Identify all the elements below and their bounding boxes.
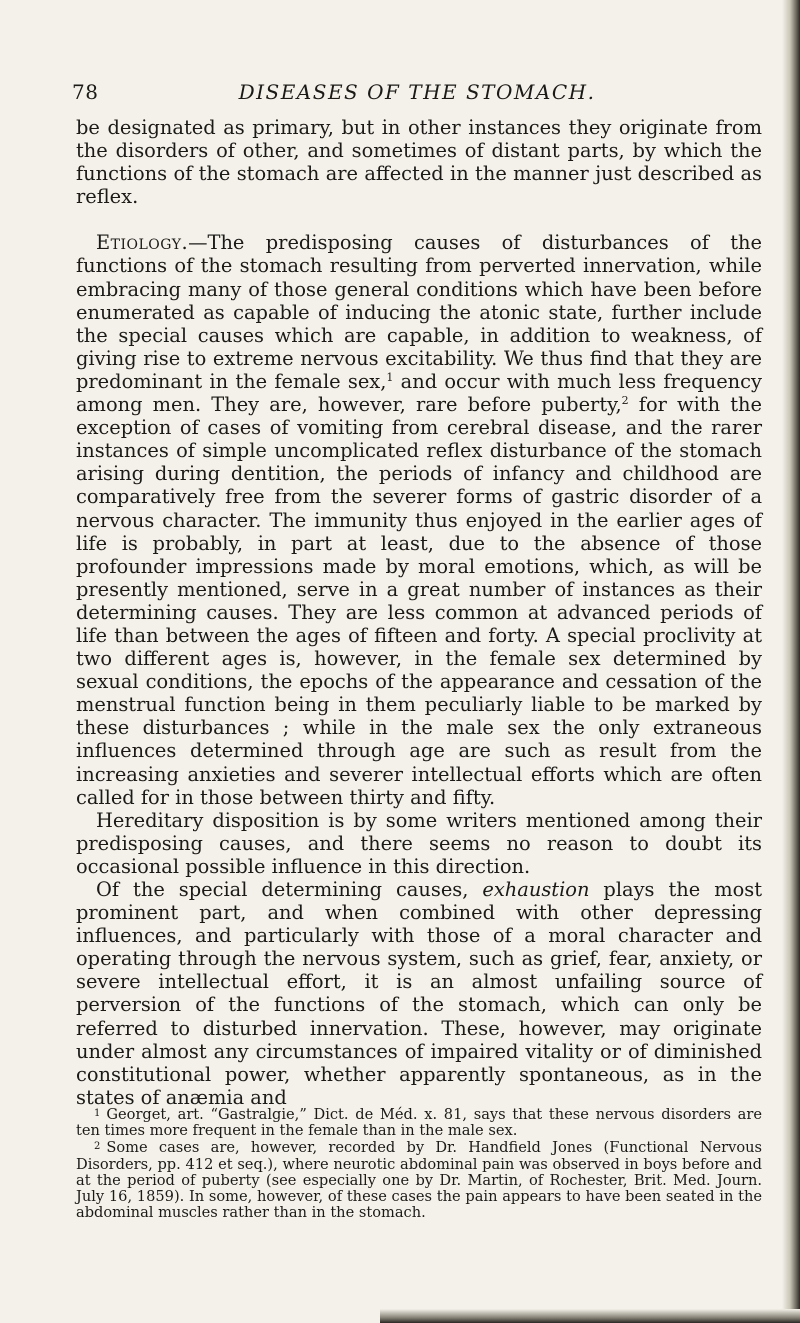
page-header: [72, 80, 762, 110]
footnote-2: [76, 1139, 762, 1221]
paragraph-determining-causes: [76, 878, 762, 1109]
footnotes: [76, 1106, 762, 1221]
footnote-mark: 2: [94, 1141, 101, 1153]
paragraph-hereditary: Hereditary disposition is by some writers mentioned among their predisposing causes, and there seems no reason to doubt its occasional possible influence in this direction.: [76, 808, 762, 878]
paragraph-text: for with the exception of cases of vomiting from cerebral disease, and the rarer instances of simple uncomplicated reflex disturbance of the stomach arising during dentition, the periods of infancy and childhood are comparatively free from the severer forms of gastric disorder of a nervous character. The immunity thus enjoyed in the earlier ages of life is probably, in part at least, due to the absence of those profounder impressions made by moral emotions, which, as will be presently mentioned, serve in a great number of instances as their determining causes. They are less common at advanced periods of life than between the ages of fifteen and forty. A special proclivity at two different ages is, however, in the female sex determined by sexual conditions, the epochs of the appearance and cessation of the menstrual function being in them peculiarly liable to be marked by these disturbances ; while in the male sex the only extraneous influences determined through age are such as result from the increasing anxieties and severer intellectual efforts which are often called for in those between thirty and fifty.: [76, 393, 763, 809]
emphasis-exhaustion: exhaustion: [482, 878, 590, 901]
page-edge-shadow: [782, 0, 800, 1323]
page-number: 78: [72, 80, 99, 104]
footnote-text: Georget, art. “Gastralgie,” Dict. de Méd. x. 81, says that these nervous disorders are ten times more frequent in the female than in the male sex.: [76, 1106, 762, 1140]
paragraph-text: Of the special determining causes,: [96, 878, 483, 901]
paragraph-text: plays the most prominent part, and when combined with other depressing influences, and particularly with those of a moral character and operating through the nervous system, such as grief, fear, anxiety, or severe intellectual effort, it is an almost unfailing source of perversion of the functions of the stomach, which can only be referred to disturbed innervation. These, however, may originate under almost any circumstances of impaired vitality or of diminished constitutional power, whether apparently spontaneous, as in the states of anæmia and: [76, 878, 762, 1109]
section-heading-etiology: Etiology.: [96, 231, 189, 255]
paragraph-continuation: be designated as primary, but in other instances they originate from the disorders of other, and sometimes of distant parts, by which the functions of the stomach are affected in the manner just described as reflex.: [76, 116, 762, 209]
paragraph-text: and occur with much less frequency among men. They are, however, rare before puberty,: [76, 369, 762, 417]
footnote-ref-1[interactable]: 1: [386, 370, 394, 384]
footnote-mark: 1: [94, 1108, 101, 1119]
main-text: [76, 116, 762, 1109]
paragraph-text: —The predisposing causes of disturbances of the functions of the stomach resulting from perverted innervation, while embracing many of those general conditions which have been before enumerated as capable of inducing the atonic state, further include the special causes which are capable, in addition to weakness, of giving rise to extreme nervous excitability. We thus find that they are predominant in the female sex,: [76, 231, 762, 393]
footnote-text: Some cases are, however, recorded by Dr. Handfield Jones (Functional Nervous Disorders, pp. 412 et seq.), where neurotic abdominal pain was observed in boys before and at the period of puberty (see especially one by Dr. Martin, of Rochester, Brit. Med. Journ. July 16, 1859). In some, however, of these cases the pain appears to have been seated in the abdominal muscles rather than in the stomach.: [76, 1139, 762, 1222]
running-title: DISEASES OF THE STOMACH.: [238, 80, 596, 104]
footnote-1: [76, 1106, 762, 1139]
paragraph-etiology: [76, 231, 762, 808]
footnote-ref-2[interactable]: 2: [621, 394, 629, 408]
page-bottom-shadow: [380, 1309, 800, 1323]
